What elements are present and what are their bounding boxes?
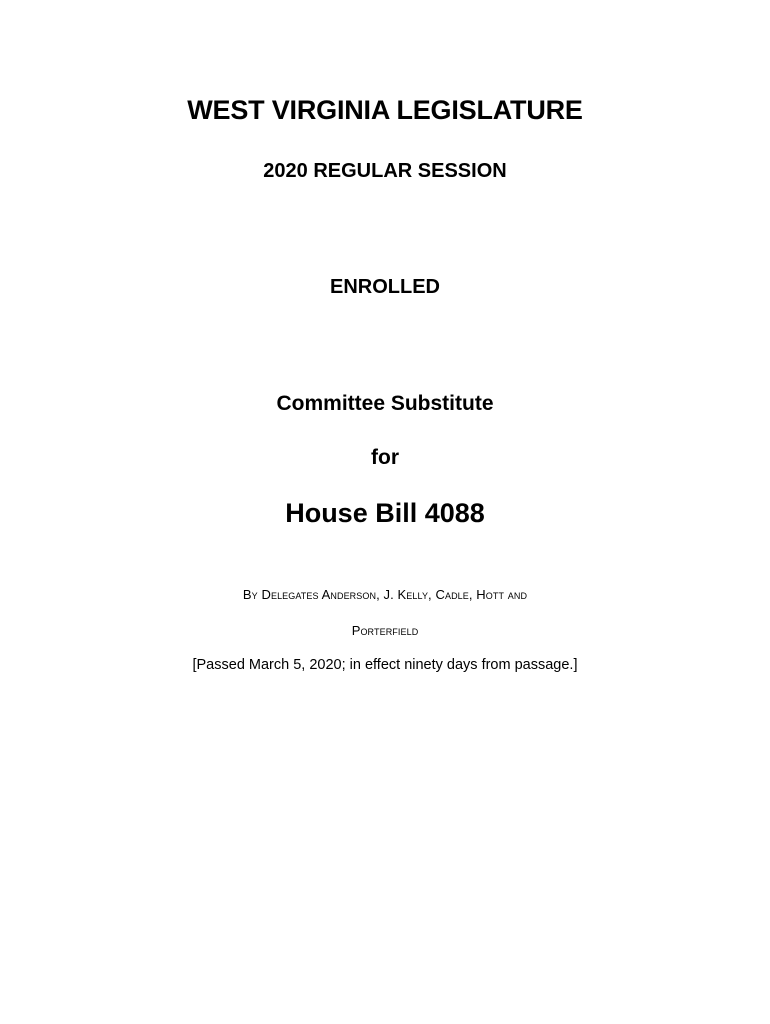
- legislature-title: WEST VIRGINIA LEGISLATURE: [187, 95, 583, 125]
- session-title: 2020 REGULAR SESSION: [263, 160, 507, 182]
- passage-note: [Passed March 5, 2020; in effect ninety days from passage.]: [192, 657, 578, 673]
- committee-substitute-label: Committee Substitute: [276, 392, 494, 415]
- bill-number: House Bill 4088: [285, 498, 485, 528]
- for-label: for: [371, 446, 399, 469]
- enrolled-status: ENROLLED: [330, 276, 440, 298]
- sponsors-line-1: By Delegates Anderson, J. Kelly, Cadle, Hott and: [242, 587, 528, 602]
- sponsors-line-2: Porterfield: [351, 623, 419, 638]
